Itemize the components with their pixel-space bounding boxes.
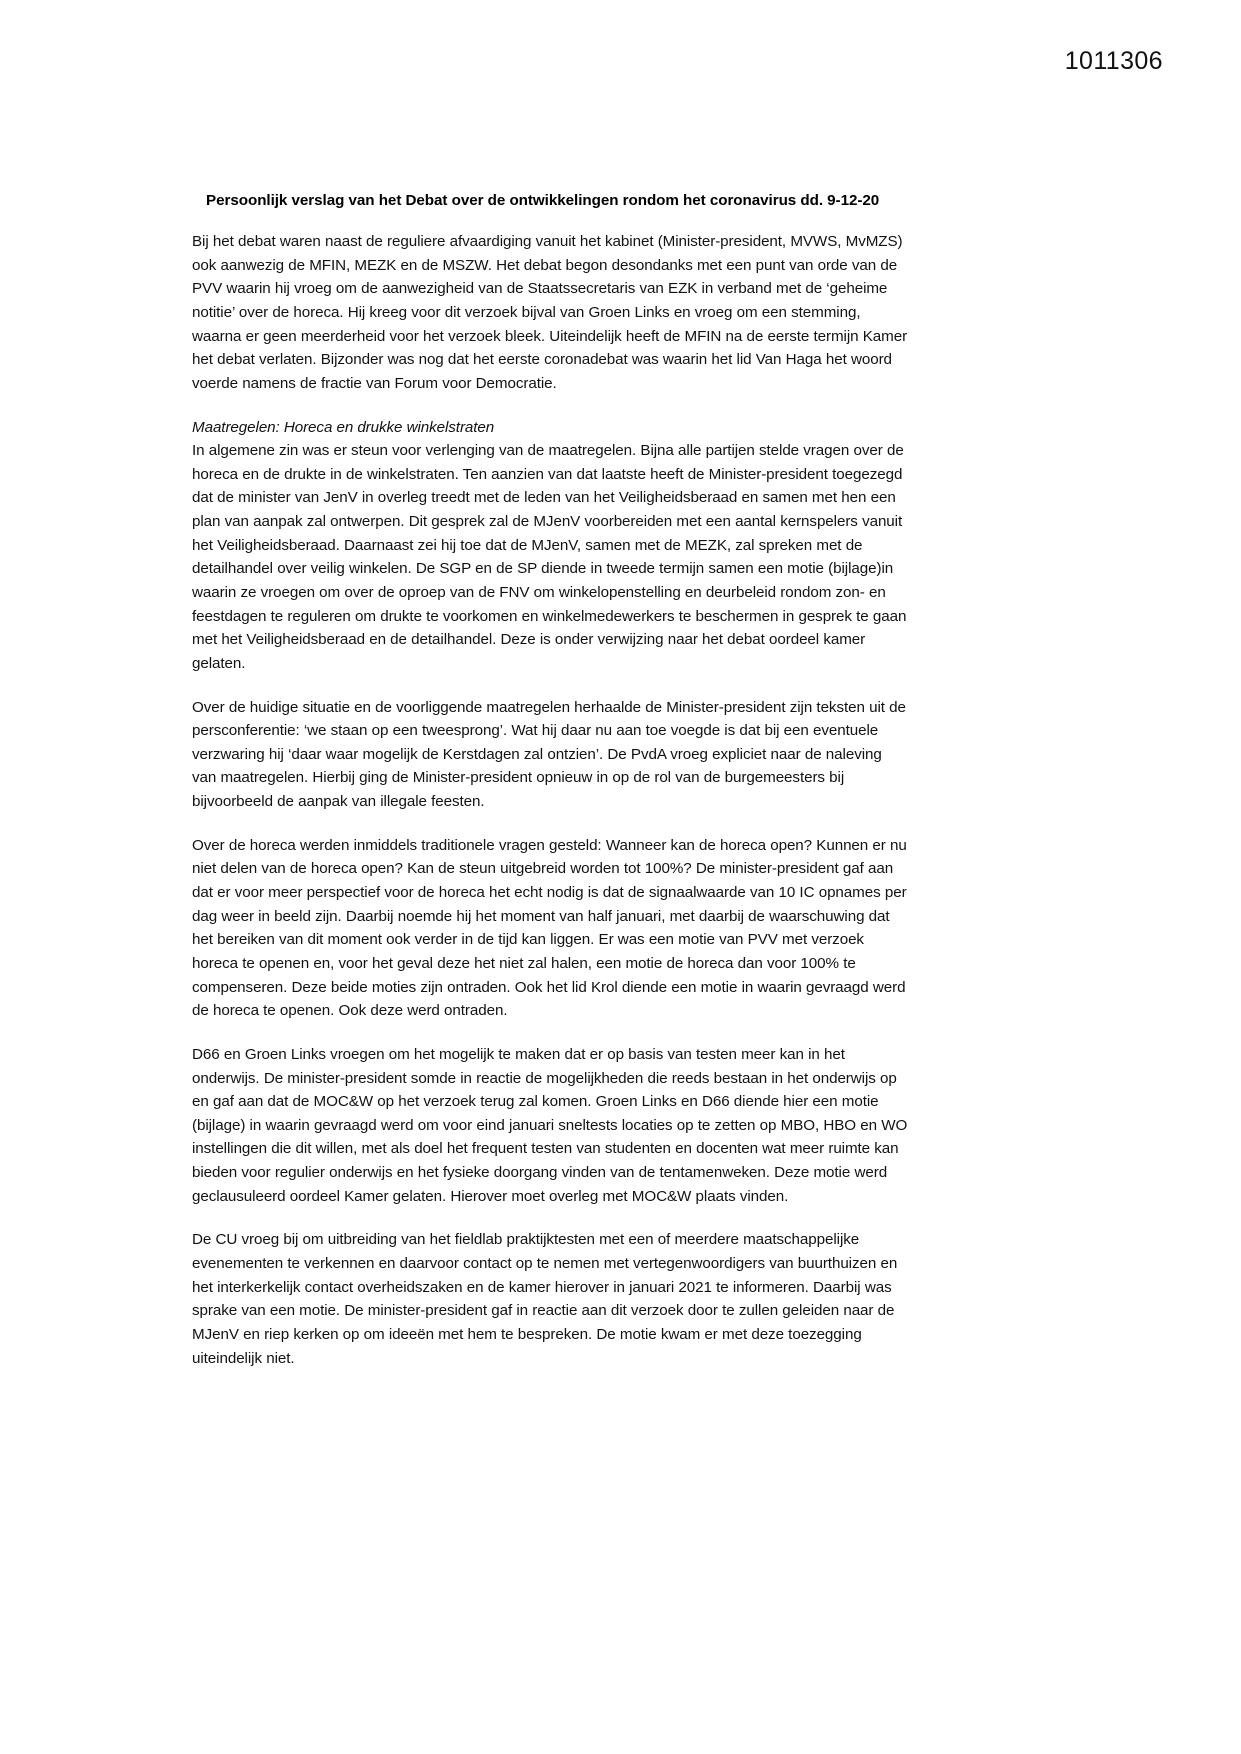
document-title: Persoonlijk verslag van het Debat over de ontwikkelingen rondom het coronavirus dd. 9-12-20 [206, 192, 880, 209]
paragraph-horeca: Over de horeca werden inmiddels traditionele vragen gesteld: Wanneer kan de horeca open? Kunnen er nu niet delen van de horeca open? Kan de steun uitgebreid worden tot 100%? De minister-president gaf aan dat er voor meer perspectief voor de horeca het echt nodig is dat de signaalwaarde van 10 IC opnames per dag weer in beeld zijn. Daarbij noemde hij het moment van half januari, met daarbij de waarschuwing dat het bereiken van dit moment ook verder in de tijd kan liggen. Er was een motie van PVV met verzoek horeca te openen en, voor het geval deze het niet zal halen, een motie de horeca dan voor 100% te compenseren. Deze beide moties zijn ontraden. Ook het lid Krol diende een motie in waarin gevraagd werd de horeca te openen. Ook deze werd ontraden. [192, 836, 907, 1020]
paragraph-onderwijs: D66 en Groen Links vroegen om het mogelijk te maken dat er op basis van testen meer kan in het onderwijs. De minister-president somde in reactie de mogelijkheden die reeds bestaan in het onderwijs op en gaf aan dat de MOC&W op het verzoek terug zal komen. Groen Links en D66 diende hier een motie (bijlage) in waarin gevraagd werd om voor eind januari sneltests locaties op te zetten op MBO, HBO en WO instellingen die dit willen, met als doel het frequent testen van studenten en docenten wat meer ruimte kan bieden voor regulier onderwijs en het fysieke doorgang vinden van de tentamenweken. Deze motie werd geclausuleerd oordeel Kamer gelaten. Hierover moet overleg met MOC&W plaats vinden. [192, 1045, 908, 1205]
paragraph-huidige-situatie: Over de huidige situatie en de voorliggende maatregelen herhaalde de Minister-president zijn teksten uit de persconferentie: ‘we staan op een tweesprong’. Wat hij daar nu aan toe voegde is dat bij een eventuele verzwaring hij ‘daar waar mogelijk de Kerstdagen zal ontzien’. De PvdA vroeg expliciet naar de naleving van maatregelen. Hierbij ging de Minister-president opnieuw in op de rol van de burgemeesters bij bijvoorbeeld de aanpak van illegale feesten. [192, 698, 906, 811]
document-body [192, 190, 910, 1390]
paragraph-intro: Bij het debat waren naast de reguliere afvaardiging vanuit het kabinet (Minister-president, MVWS, MvMZS) ook aanwezig de MFIN, MEZK en de MSZW. Het debat begon desondanks met een punt van orde van de PVV waarin hij vroeg om de aanwezigheid van de Staatssecretaris van EZK in verband met de ‘geheime notitie’ over de horeca. Hij kreeg voor dit verzoek bijval van Groen Links en vroeg om een stemming, waarna er geen meerderheid voor het verzoek bleek. Uiteindelijk heeft de MFIN na de eerste termijn Kamer het debat verlaten. Bijzonder was nog dat het eerste coronadebat was waarin het lid Van Haga het woord voerde namens de fractie van Forum voor Democratie. [192, 233, 908, 392]
paragraph-maatregelen: In algemene zin was er steun voor verlenging van de maatregelen. Bijna alle partijen stelde vragen over de horeca en de drukte in de winkelstraten. Ten aanzien van dat laatste heeft de Minister-president toegezegd dat de minister van JenV in overleg treedt met de leden van het Veiligheidsberaad en samen met hen een plan van aanpak zal ontwerpen. Dit gesprek zal de MJenV voorbereiden met een aantal kernspelers vanuit het Veiligheidsberaad. Daarnaast zei hij toe dat de MJenV, samen met de MEZK, zal spreken met de detailhandel over veilig winkelen. De SGP en de SP diende in tweede termijn samen een motie (bijlage)in waarin ze vroegen om over de oproep van de FNV om winkelopenstelling en deurbeleid rondom zon- en feestdagen te reguleren om drukte te voorkomen en winkelmedewerkers te beschermen in gesprek te gaan met het Veiligheidsberaad en de detailhandel. Deze is onder verwijzing naar het debat oordeel kamer gelaten. [192, 442, 907, 672]
paragraph-fieldlab: De CU vroeg bij om uitbreiding van het fieldlab praktijktesten met een of meerdere maatschappelijke evenementen te verkennen en daarvoor contact op te nemen met vertegenwoordigers van buurthuizen en het interkerkelijk contact overheidszaken en de kamer hierover in januari 2021 te informeren. Daarbij was sprake van een motie. De minister-president gaf in reactie aan dit verzoek door te zullen geleiden naar de MJenV en riep kerken op om ideeën met hem te bespreken. De motie kwam er met deze toezegging uiteindelijk niet. [192, 1231, 898, 1367]
subheading-maatregelen: Maatregelen: Horeca en drukke winkelstraten [192, 418, 495, 436]
page-number-stamp: 1011306 [1064, 47, 1163, 75]
